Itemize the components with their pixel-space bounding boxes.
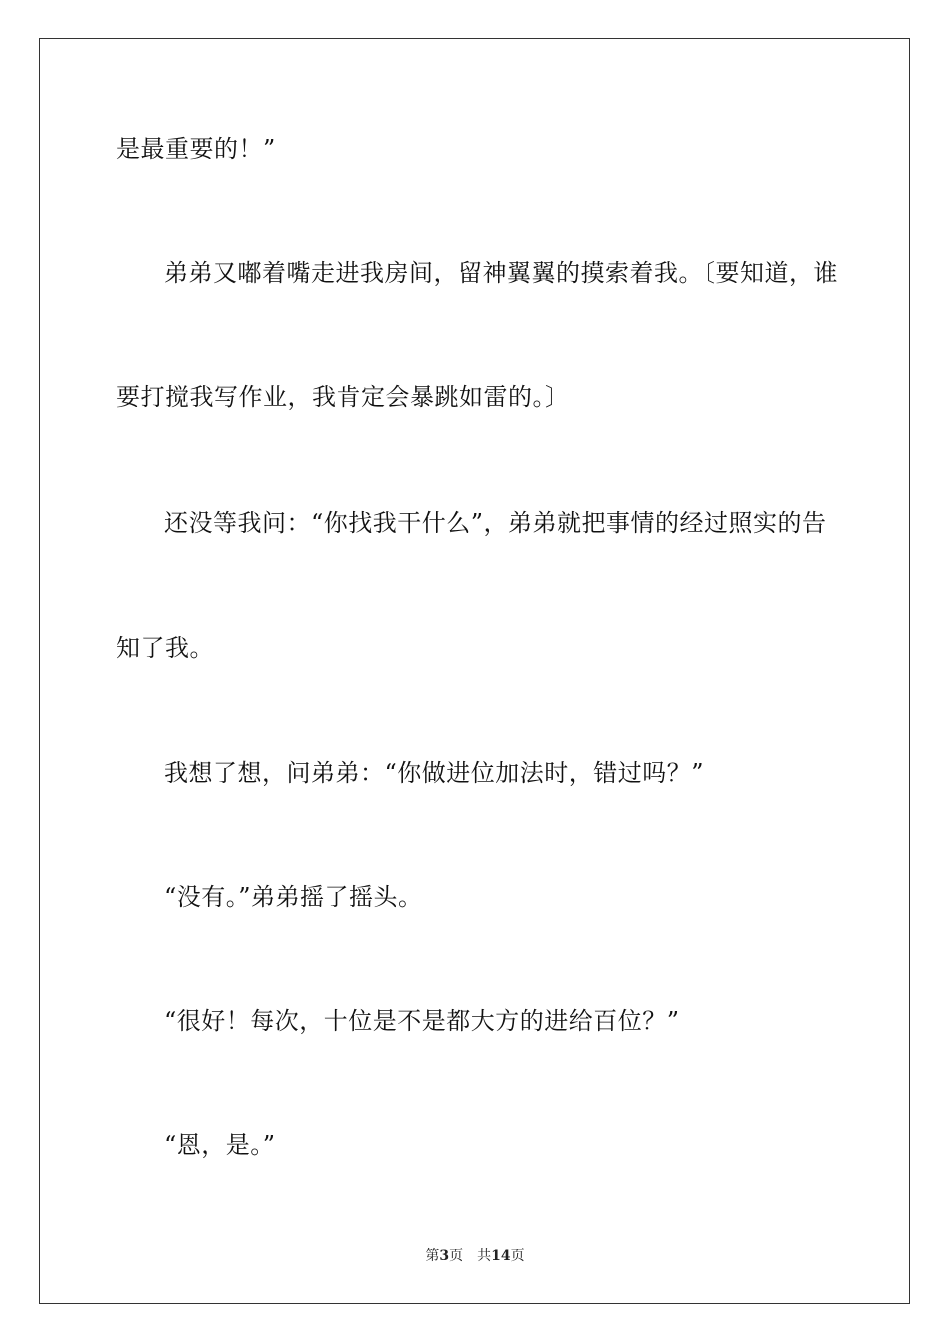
paragraph-line-4: 还没等我问：“你找我干什么”，弟弟就把事情的经过照实的告 (164, 509, 827, 537)
footer-total-suffix: 页 (510, 1248, 525, 1264)
page-border (39, 38, 910, 1304)
paragraph-line-6: 我想了想，问弟弟：“你做进位加法时，错过吗？” (164, 759, 705, 787)
footer-page-prefix: 第 (425, 1248, 440, 1264)
paragraph-line-5: 知了我。 (116, 634, 214, 662)
page-footer (0, 1247, 950, 1265)
footer-page-number: 3 (439, 1248, 450, 1264)
paragraph-line-9: “恩，是。” (164, 1131, 276, 1159)
paragraph-line-7: “没有。”弟弟摇了摇头。 (164, 883, 423, 911)
footer-total-number: 14 (491, 1248, 511, 1264)
footer-total-prefix: 共 (477, 1248, 492, 1264)
footer-page-suffix: 页 (449, 1248, 464, 1264)
paragraph-line-1: 是最重要的！” (116, 135, 276, 163)
paragraph-line-8: “很好！每次，十位是不是都大方的进给百位？” (164, 1007, 680, 1035)
paragraph-line-2: 弟弟又嘟着嘴走进我房间，留神翼翼的摸索着我。〔要知道，谁 (164, 259, 838, 287)
paragraph-line-3: 要打搅我写作业，我肯定会暴跳如雷的。〕 (116, 383, 570, 411)
